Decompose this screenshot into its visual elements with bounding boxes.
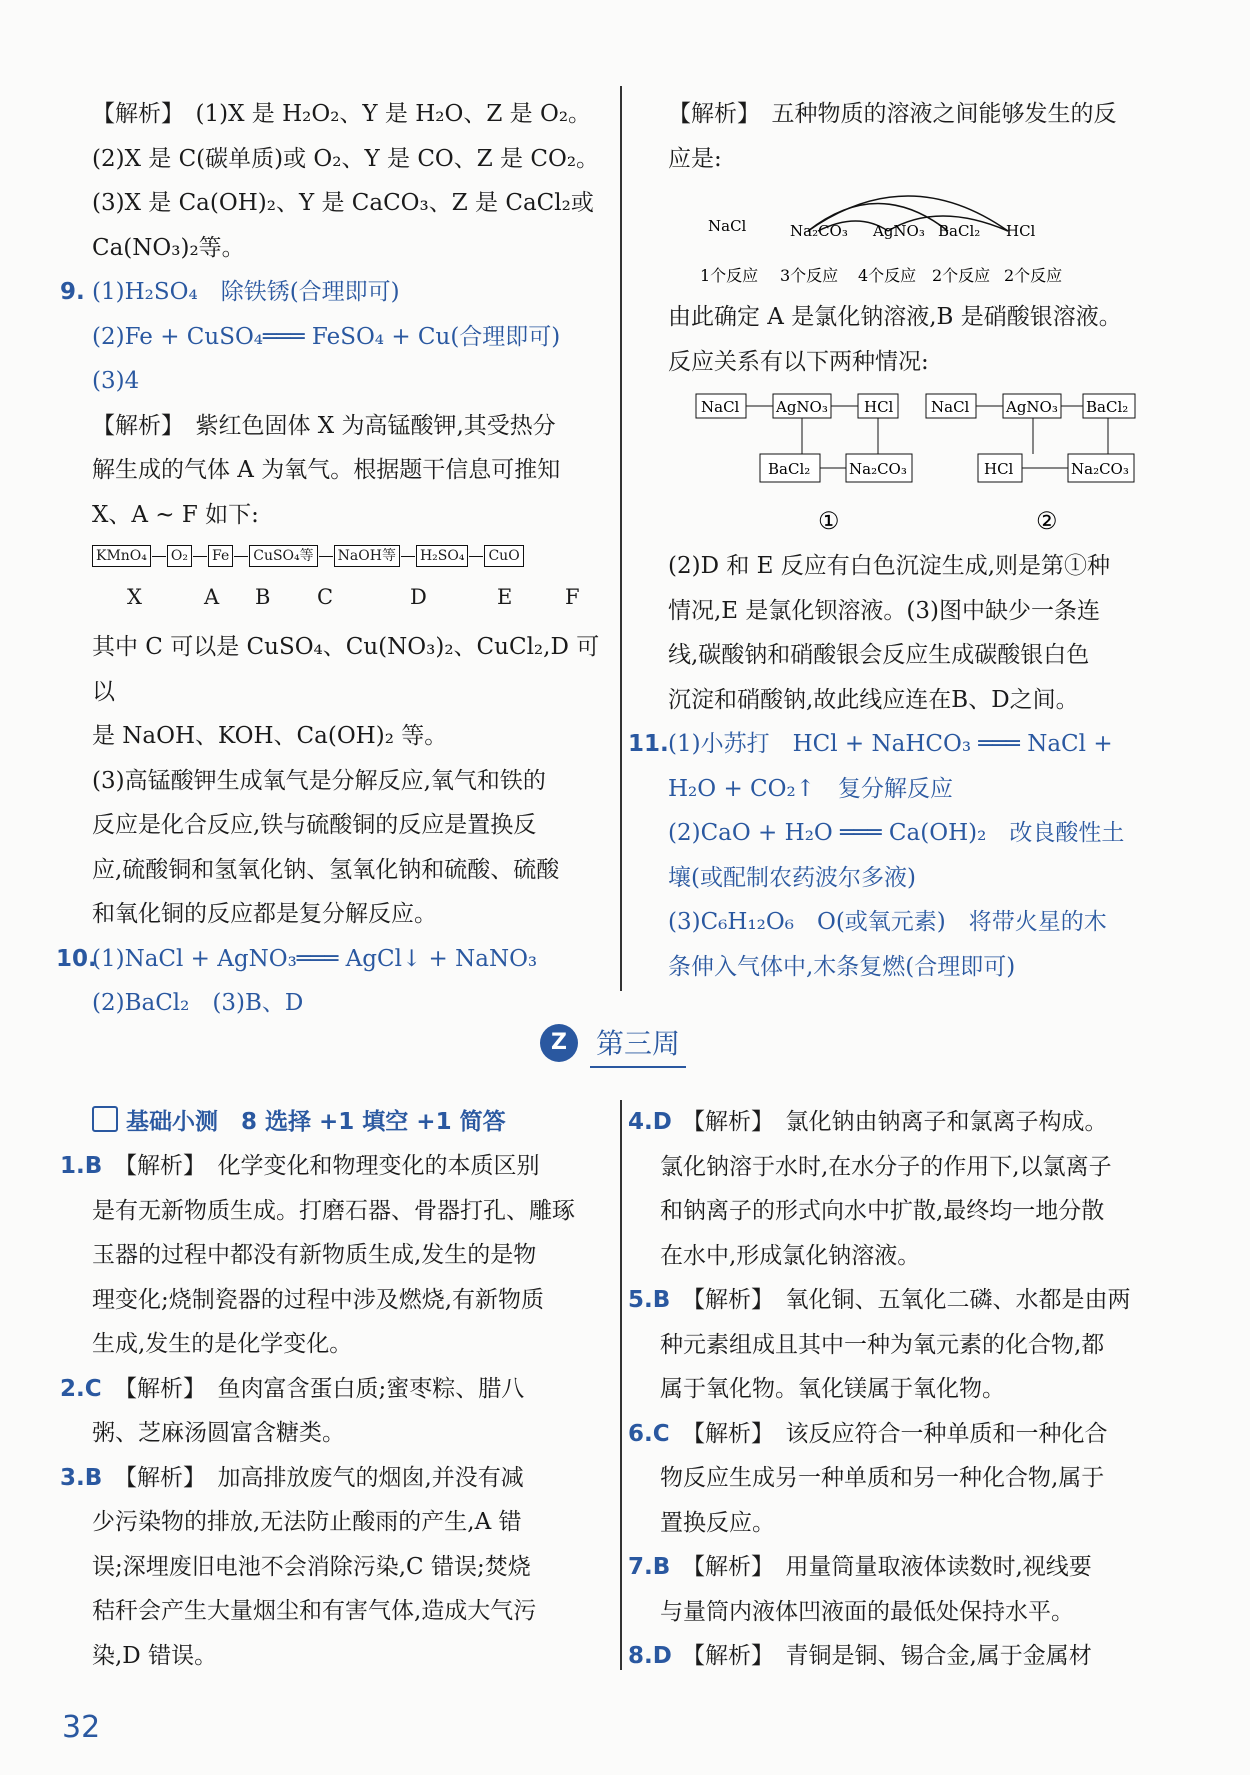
q1-number: 1.B [60, 1153, 103, 1179]
case-diagrams [668, 384, 1168, 544]
q9-answer-line: (2)Fe + CuSO₄═══ FeSO₄ + Cu(合理即可) [92, 323, 561, 350]
q9-analysis-line: 应,硫酸铜和氢氧化钠、氢氧化钠和硫酸、硫酸 [92, 856, 560, 883]
q11-answer-line: 条伸入气体中,木条复燃(合理即可) [668, 953, 1016, 980]
chain-label: B [255, 585, 271, 609]
q9-analysis-line: 解生成的气体 A 为氧气。根据题干信息可推知 [92, 457, 561, 483]
species-label: BaCl₂ [938, 222, 981, 240]
q8-analysis-line: (2)X 是 C(碳单质)或 O₂、Y 是 CO、Z 是 CO₂。 [92, 145, 600, 172]
q11-answer-line: H₂O + CO₂↑ 复分解反应 [668, 775, 953, 802]
q10-analysis-line: 情况,E 是氯化钡溶液。(3)图中缺少一条连 [668, 597, 1100, 624]
q8-analysis-line: (3)X 是 Ca(OH)₂、Y 是 CaCO₃、Z 是 CaCl₂或 [92, 190, 594, 216]
chain-arrow [193, 556, 207, 557]
species-label: HCl [1006, 222, 1036, 240]
q8-analysis-line: Ca(NO₃)₂等。 [92, 234, 245, 261]
q11-answer-text: (1)小苏打 HCl + NaHCO₃ ═══ NaCl + [668, 731, 1113, 757]
q2-line: 粥、芝麻汤圆富含糖类。 [92, 1420, 345, 1446]
chain-box: KMnO₄ [92, 545, 151, 567]
q10-answer-line: (2)BaCl₂ (3)B、D [92, 990, 304, 1016]
svg-text:NaCl: NaCl [701, 398, 740, 416]
q8-analysis-line: 【解析】 (1)X 是 H₂O₂、Y 是 H₂O、Z 是 O₂。 [92, 101, 592, 127]
q6-line: 置换反应。 [660, 1509, 775, 1536]
case-mark: ① [818, 507, 840, 535]
q9-number: 9. [60, 279, 85, 305]
q6-line: 6.C 【解析】 该反应符合一种单质和一种化合 [660, 1412, 1183, 1457]
chain-box: CuO [484, 545, 523, 567]
q4-line: 氯化钠溶于水时,在水分子的作用下,以氯离子 [660, 1153, 1112, 1180]
q10-analysis-line: 沉淀和硝酸钠,故此线应连在B、D之间。 [668, 686, 1079, 713]
q3-line: 误;深埋废旧电池不会消除污染,C 错误;焚烧 [92, 1553, 531, 1580]
q10-analysis-line: 【解析】 五种物质的溶液之间能够发生的反 [668, 101, 1117, 127]
section-subheading-text: 基础小测 8 选择 +1 填空 +1 简答 [126, 1109, 506, 1135]
q9-analysis-line: 是 NaOH、KOH、Ca(OH)₂ 等。 [92, 723, 448, 749]
svg-text:HCl: HCl [984, 460, 1014, 478]
q5-line: 种元素组成且其中一种为氧元素的化合物,都 [660, 1331, 1105, 1358]
case-1-diagram [696, 394, 912, 535]
q3-number: 3.B [60, 1464, 103, 1491]
case-mark: ② [1036, 507, 1058, 535]
bottom-left-column [60, 1100, 615, 1678]
q3-line: 秸秆会产生大量烟尘和有害气体,造成大气污 [92, 1598, 537, 1624]
pencil-icon [92, 1106, 118, 1132]
q10-analysis-line: 应是: [668, 145, 722, 172]
svg-text:Na₂CO₃: Na₂CO₃ [849, 460, 907, 478]
q2-number: 2.C [60, 1375, 102, 1402]
svg-text:HCl: HCl [864, 398, 894, 416]
q5-line: 属于氧化物。氧化镁属于氧化物。 [660, 1376, 1005, 1402]
q4-line: 4.D 【解析】 氯化钠由钠离子和氯离子构成。 [660, 1100, 1183, 1145]
chain-box: NaOH等 [334, 545, 400, 567]
right-column [628, 92, 1180, 989]
q1-line: 理变化;烧制瓷器的过程中涉及燃烧,有新物质 [92, 1286, 545, 1313]
q11-answer-line: 壤(或配制农药波尔多液) [668, 864, 916, 891]
q10-answer-line [56, 937, 612, 982]
chain-box: CuSO₄等 [249, 545, 317, 567]
q4-line: 和钠离子的形式向水中扩散,最终均一地分散 [660, 1198, 1105, 1224]
chain-arrow [152, 556, 166, 557]
q11-answer-line: (3)C₆H₁₂O₆ O(或氧元素) 将带火星的木 [668, 909, 1107, 935]
q6-line: 物反应生成另一种单质和另一种化合物,属于 [660, 1465, 1105, 1491]
count-label: 2个反应 [1004, 266, 1063, 285]
bottom-right-column [628, 1100, 1183, 1679]
chain-arrow [319, 556, 333, 557]
svg-text:Na₂CO₃: Na₂CO₃ [1071, 460, 1129, 478]
q9-analysis-line: 【解析】 紫红色固体 X 为高锰酸钾,其受热分 [92, 412, 556, 439]
chain-arrow [234, 556, 248, 557]
chain-box: H₂SO₄ [416, 545, 469, 567]
svg-text:NaCl: NaCl [931, 398, 970, 416]
q10-number: 10. [56, 945, 97, 972]
q9-answer-line: (3)4 [92, 368, 140, 394]
q5-number: 5.B [628, 1287, 671, 1313]
q9-analysis-line: X、A ~ F 如下: [92, 501, 259, 528]
chain-label: X [127, 585, 142, 609]
svg-text:AgNO₃: AgNO₃ [776, 398, 828, 416]
q10-analysis-line: 反应关系有以下两种情况: [668, 348, 929, 375]
chain-label: D [410, 585, 427, 609]
left-column [56, 92, 612, 1026]
q5-line: 5.B 【解析】 氧化铜、五氧化二磷、水都是由两 [660, 1278, 1183, 1323]
week-icon: Z [540, 1024, 578, 1062]
q1-line: 是有无新物质生成。打磨石器、骨器打孔、雕琢 [92, 1197, 575, 1224]
q11-number: 11. [628, 731, 669, 757]
q6-number: 6.C [628, 1420, 670, 1447]
q9-analysis-line: (3)高锰酸钾生成氧气是分解反应,氧气和铁的 [92, 767, 546, 794]
q7-number: 7.B [628, 1554, 671, 1580]
chain-arrow [469, 556, 483, 557]
reaction-chain-diagram [92, 545, 612, 585]
chain-label: C [317, 585, 334, 609]
q10-analysis-line: (2)D 和 E 反应有白色沉淀生成,则是第①种 [668, 553, 1111, 579]
q9-answer-text: (1)H₂SO₄ 除铁锈(合理即可) [92, 279, 400, 305]
q9-analysis-line: 反应是化合反应,铁与硫酸铜的反应是置换反 [92, 812, 537, 838]
q11-answer-line [628, 722, 1180, 767]
chain-label: E [497, 585, 513, 609]
chain-label: A [204, 585, 220, 609]
q8-number: 8.D [628, 1643, 672, 1669]
q3-line: 少污染物的排放,无法防止酸雨的产生,A 错 [92, 1509, 522, 1535]
q1-line: 1.B 【解析】 化学变化和物理变化的本质区别 [92, 1144, 615, 1189]
q8-line: 8.D 【解析】 青铜是铜、锡合金,属于金属材 [660, 1634, 1183, 1679]
chain-arrow [401, 556, 415, 557]
q10-answer-text: (1)NaCl + AgNO₃═══ AgCl↓ + NaNO₃ [92, 945, 538, 972]
column-divider-bottom [620, 1100, 622, 1670]
q3-line: 3.B 【解析】 加高排放废气的烟囱,并没有减 [92, 1456, 615, 1501]
chain-box: Fe [208, 545, 233, 567]
species-label: AgNO₃ [873, 222, 925, 240]
species-label: Na₂CO₃ [790, 222, 848, 240]
q9-answer-line [60, 270, 612, 315]
q1-line: 生成,发生的是化学变化。 [92, 1331, 353, 1357]
q1-line: 玉器的过程中都没有新物质生成,发生的是物 [92, 1242, 537, 1268]
svg-text:AgNO₃: AgNO₃ [1006, 398, 1058, 416]
count-label: 2个反应 [932, 266, 991, 285]
q4-number: 4.D [628, 1109, 672, 1135]
q9-analysis-line: 和氧化铜的反应都是复分解反应。 [92, 901, 437, 927]
page-number: 32 [62, 1710, 101, 1745]
count-label: 4个反应 [858, 266, 917, 285]
count-label: 3个反应 [780, 266, 839, 285]
q10-analysis-line: 由此确定 A 是氯化钠溶液,B 是硝酸银溶液。 [668, 304, 1122, 330]
q9-analysis-line: 其中 C 可以是 CuSO₄、Cu(NO₃)₂、CuCl₂,D 可以 [92, 634, 600, 705]
chain-box: O₂ [167, 545, 192, 567]
chain-labels [92, 585, 612, 625]
q10-analysis-line: 线,碳酸钠和硝酸银会反应生成碳酸银白色 [668, 642, 1090, 668]
q4-line: 在水中,形成氯化钠溶液。 [660, 1242, 921, 1269]
q7-line: 与量筒内液体凹液面的最低处保持水平。 [660, 1598, 1074, 1625]
count-label: 1个反应 [700, 266, 759, 285]
species-label: NaCl [708, 217, 747, 235]
q11-answer-line: (2)CaO + H₂O ═══ Ca(OH)₂ 改良酸性土 [668, 820, 1125, 846]
column-divider-top [620, 86, 622, 991]
q2-line: 2.C 【解析】 鱼肉富含蛋白质;蜜枣粽、腊八 [92, 1367, 615, 1412]
reaction-arc-diagram [700, 181, 1108, 291]
week-heading [540, 1020, 720, 1070]
week-title: 第三周 [590, 1022, 686, 1068]
section-subheading [60, 1100, 615, 1144]
case-2-diagram [926, 394, 1135, 535]
q7-line: 7.B 【解析】 用量筒量取液体读数时,视线要 [660, 1545, 1183, 1590]
svg-text:BaCl₂: BaCl₂ [1086, 398, 1129, 416]
q3-line: 染,D 错误。 [92, 1642, 218, 1669]
svg-text:BaCl₂: BaCl₂ [768, 460, 811, 478]
chain-label: F [565, 585, 580, 609]
